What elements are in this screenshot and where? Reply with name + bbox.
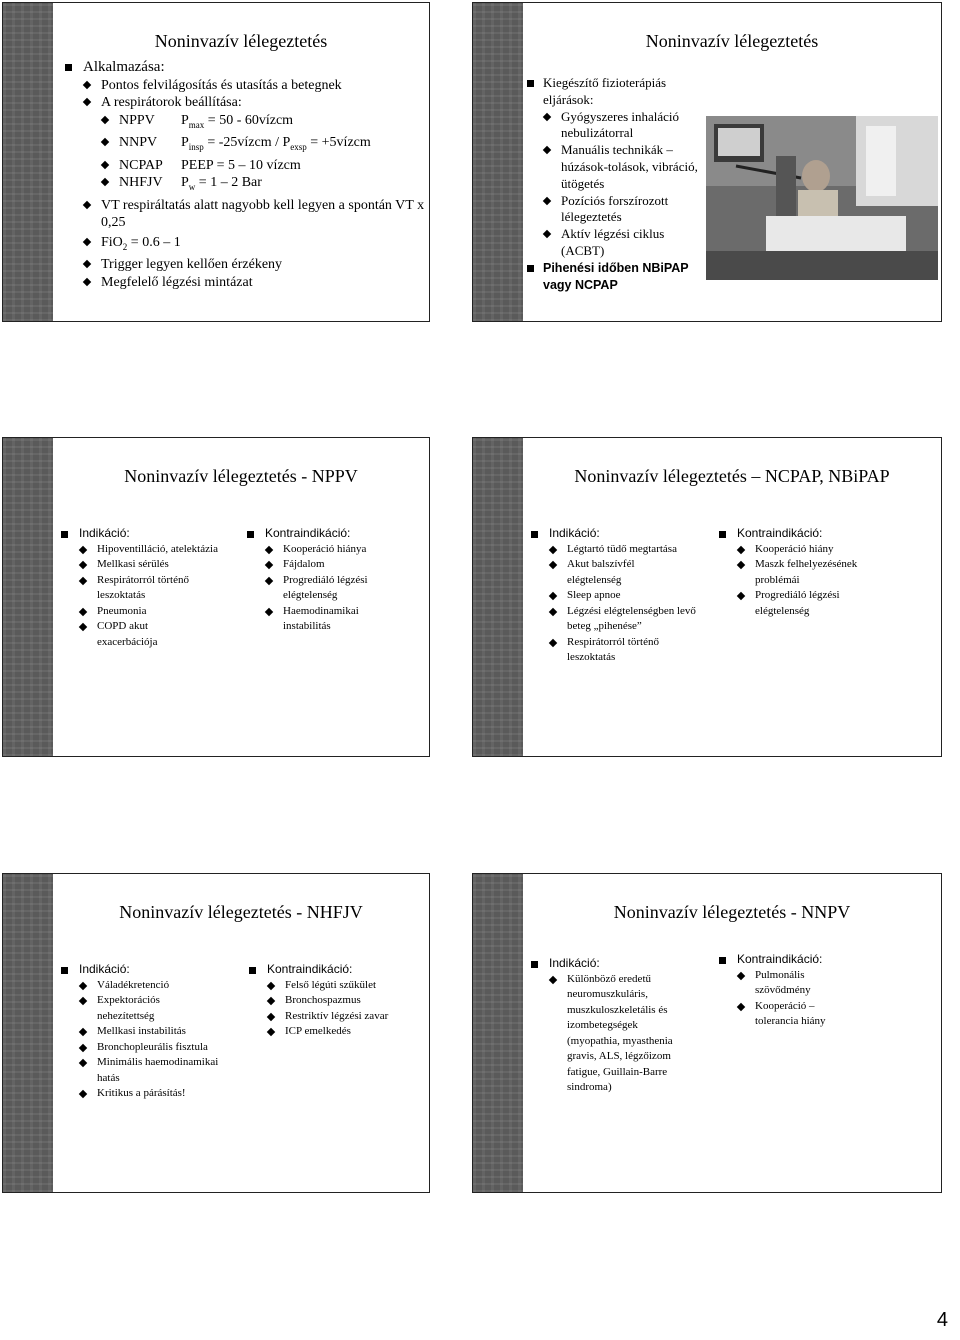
list-item: Sleep apnoe [549, 588, 711, 604]
list-item: Váladékretenció [79, 978, 231, 994]
list-item: Pontos felvilágosítás és utasítás a betegnek [83, 77, 425, 95]
settings-list [83, 112, 425, 197]
list-item: Kooperáció hiány [737, 542, 909, 558]
slide-decor-stripe [473, 3, 523, 321]
list-item: Kritikus a párásítás! [79, 1086, 231, 1102]
slide-decor-stripe [3, 438, 53, 756]
list-item: VT respiráltatás alatt nagyobb kell legyen a spontán VT x 0,25 [83, 197, 425, 232]
slide-1 [2, 2, 430, 322]
setting-row: NNPV $P_{insp}$ = -25vízcm / $P_{exsp}$ = +5vízcm [101, 134, 425, 156]
slide-4 [472, 437, 942, 757]
patient-ventilation-photo [706, 116, 938, 280]
list-item: Akut balszívfél elégtelenség [549, 557, 677, 588]
slide-heading: Kiegészítő fizioterápiás eljárások: [527, 75, 699, 109]
slide-heading-2: Pihenési időben NBiPAP vagy NCPAP [527, 260, 699, 294]
list-item: ICP emelkedés [267, 1024, 409, 1040]
list-item: Bronchopleurális fisztula [79, 1040, 231, 1056]
list-item: Maszk felhelyezésének problémái [737, 557, 895, 588]
list-item: Haemodinamikai instabilitás [265, 604, 407, 635]
slide-title: Noninvazív lélegeztetés - NPPV [124, 466, 358, 486]
indication-heading: Indikáció: [61, 962, 231, 978]
slide-title: Noninvazív lélegeztetés [645, 31, 819, 51]
contraindication-heading: Kontraindikáció: [719, 526, 909, 542]
slide-decor-stripe [473, 874, 523, 1192]
list-item: Progrediáló légzési elégtelenség [265, 573, 407, 604]
list-item: COPD akut exacerbációja [79, 619, 177, 650]
list-item: Pulmonális szövődmény [737, 968, 835, 999]
slide-decor-stripe [473, 438, 523, 756]
slide-title: Noninvazív lélegeztetés [154, 31, 328, 51]
slide-5 [2, 873, 430, 1193]
slide-title: Noninvazív lélegeztetés – NCPAP, NBiPAP [574, 466, 890, 486]
list-item: Pneumonia [79, 604, 231, 620]
slide-6 [472, 873, 942, 1193]
list-item: Légzési elégtelenségben levő beteg „pihenése” [549, 604, 702, 635]
page-number: 4 [936, 1309, 948, 1331]
slide-title: Noninvazív lélegeztetés - NHFJV [119, 902, 363, 922]
list-item: Progrediáló légzési elégtelenség [737, 588, 885, 619]
list-item: Gyógyszeres inhaláció nebulizátorral [543, 109, 699, 143]
indication-heading: Indikáció: [61, 526, 231, 542]
list-item: Kooperáció – tolerancia hiány [737, 999, 850, 1030]
contraindication-heading: Kontraindikáció: [719, 952, 909, 968]
list-item: Kooperáció hiánya [265, 542, 407, 558]
indication-heading: Indikáció: [531, 956, 701, 972]
setting-row: NCPAP PEEP = 5 – 10 vízcm [101, 157, 425, 175]
list-item: Megfelelő légzési mintázat [83, 274, 425, 292]
list-item: Fájdalom [265, 557, 407, 573]
slide-heading: Alkalmazása: [65, 59, 425, 77]
list-item: A respirátorok beállítása: [83, 94, 425, 112]
contraindication-heading: Kontraindikáció: [249, 962, 409, 978]
list-item: Különböző eredetű neuromuszkuláris, muszkuloszkeletális és izombetegségek (myopathia, myasthenia gravis, ALS, légzőizom fatigue, Guillain-Barre sindroma) [549, 972, 692, 1096]
slide-decor-stripe [3, 3, 53, 321]
list-item: Respirátorról történő leszoktatás [79, 573, 231, 604]
list-item: Légtartó tüdő megtartása [549, 542, 711, 558]
list-item: Expektorációs nehezítettség [79, 993, 187, 1024]
contraindication-heading: Kontraindikáció: [247, 526, 407, 542]
indication-heading: Indikáció: [531, 526, 711, 542]
setting-row: NPPV $P_{max} = 50$ - 60vízcm [101, 112, 425, 134]
slide-decor-stripe [3, 874, 53, 1192]
list-item: Manuális technikák – húzások-tolások, vibráció, ütögetés [543, 142, 699, 192]
setting-row: NHFJV $P_w = 1 - 2$ Bar [101, 174, 425, 196]
list-item: Mellkasi sérülés [79, 557, 231, 573]
list-item: Bronchospazmus [267, 993, 409, 1009]
list-item: Hipoventilláció, atelektázia [79, 542, 231, 558]
list-item: Minimális haemodinamikai hatás [79, 1055, 222, 1086]
slide-3 [2, 437, 430, 757]
slide-title: Noninvazív lélegeztetés - NNPV [613, 902, 851, 922]
list-item: FiO$_2$ = 0.6 – 1 [83, 234, 425, 256]
list-item: Mellkasi instabilitás [79, 1024, 231, 1040]
list-item: Respirátorról történő leszoktatás [549, 635, 687, 666]
list-item: Felső légúti szűkület [267, 978, 409, 994]
list-item: Aktív légzési ciklus (ACBT) [543, 226, 699, 260]
list-item: Trigger legyen kellően érzékeny [83, 256, 425, 274]
list-item: Restriktív légzési zavar [267, 1009, 390, 1025]
list-item: Pozíciós forszírozott lélegeztetés [543, 193, 699, 227]
